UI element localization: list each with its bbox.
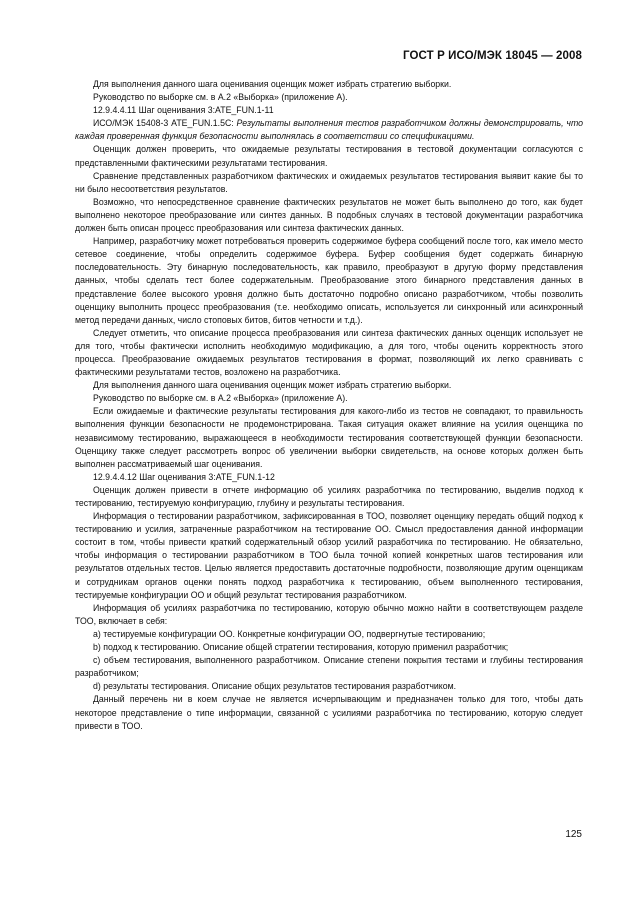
step-heading: 12.9.4.4.12 Шаг оценивания 3:ATE_FUN.1-12 [93, 471, 275, 482]
paragraph: Оценщик должен привести в отчете информацию об усилиях разработчика по тестированию, выделив подход к тестированию, тестируемую конфигурацию, глубину и результаты тестирования. [75, 484, 583, 508]
body-text [75, 78, 583, 733]
page-number: 125 [565, 829, 582, 840]
list-item: b) подход к тестированию. Описание общей стратегии тестирования, которую применил разработчик; [93, 642, 509, 653]
step-heading: 12.9.4.4.11 Шаг оценивания 3:ATE_FUN.1-11 [93, 105, 274, 116]
quote-prefix: ИСО/МЭК 15408-3 ATE_FUN.1.5C: [93, 118, 237, 129]
standard-quote [75, 117, 583, 143]
paragraph: Для выполнения данного шага оценивания оценщик может избрать стратегию выборки. [93, 79, 452, 89]
paragraph: Руководство по выборке см. в А.2 «Выборка» (приложение А). [93, 393, 348, 404]
paragraph: Возможно, что непосредственное сравнение фактических результатов не может быть выполнено до того, как будет выполнено некоторое преобразование или синтез данных. В подобных случаях в тестовой документации разработчика должен быть описан процесс преобразования или синтеза фактических данных. [75, 196, 583, 234]
paragraph: Следует отметить, что описание процесса преобразования или синтеза фактических данных оценщик использует не для того, чтобы фактически исполнить необходимую модификацию, а для того, чтобы оценить корректность этого процесса. Преобразование ожидаемых результатов тестирования в формат, позволяющий их легко сравнивать с фактическими результатами тестов, возложено на разработчика. [75, 327, 583, 378]
paragraph: Информация о тестировании разработчиком, зафиксированная в ТОО, позволяет оценщику передать общий подход к тестированию и усилия, затраченные разработчиком на тестирование ОО. Смысл предоставления данной информации состоит в том, чтобы привести краткий содержательный обзор усилий разработчика по тестированию. Не обязательно, чтобы информация о тестировании разработчиком в ТОО была точной копией конкретных шагов тестирования или результатов отдельных тестов. Целью является предоставить достаточные подробности, позволяющие другим оценщикам и сотрудникам органов оценки понять подход разработчика к тестированию, объем выполненного тестирования, тестируемые конфигурации ОО и общий результат тестирования разработчиком. [75, 511, 583, 600]
paragraph: Для выполнения данного шага оценивания оценщик может избрать стратегию выборки. [93, 380, 452, 391]
closing-paragraph: Данный перечень ни в коем случае не является исчерпывающим и предназначен только для того, чтобы дать некоторое представление о типе информации, связанной с усилиями разработчика по тестированию, которую следует привести в ТОО. [75, 694, 583, 731]
list-item: d) результаты тестирования. Описание общих результатов тестирования разработчиком. [93, 681, 457, 692]
paragraph: Если ожидаемые и фактические результаты тестирования для какого-либо из тестов не совпадают, то правильность выполнения функции безопасности не продемонстрирована. Такая ситуация окажет влияние на усилия оценщика по независимому тестированию, выражающееся в необходимости тестирования соответствующей функции безопасности. Оценщику также следует рассмотреть вопрос об увеличении выборки свидетельств, на основе которых должен быть выполнен рассматриваемый шаг оценивания. [75, 406, 583, 469]
standard-header: ГОСТ Р ИСО/МЭК 18045 — 2008 [403, 50, 582, 62]
paragraph: Оценщик должен проверить, что ожидаемые результаты тестирования в тестовой документации согласуются с представленными фактическими результатами тестирования. [75, 144, 583, 168]
list-item: c) объем тестирования, выполненного разработчиком. Описание степени покрытия тестами и глубины тестирования разработчиком; [75, 655, 583, 679]
list-item: a) тестируемые конфигурации ОО. Конкретные конфигурации ОО, подвергнутые тестированию; [93, 628, 486, 639]
paragraph: Сравнение представленных разработчиком фактических и ожидаемых результатов тестирования выявит какие бы то ни было несоответствия результатов. [75, 170, 583, 194]
paragraph: Например, разработчику может потребоваться проверить содержимое буфера сообщений после того, как имело место сетевое соединение, чтобы определить содержимое буфера. Буфер сообщения будет содержать бинарную последовательность. Эту бинарную последовательность, как правило, преобразуют в другую форму представления данных, чтобы сделать тест более содержательным. Преобразование этого бинарного представления данных в представление более высокого уровня должно быть достаточно подробно описано разработчиком, чтобы позволить оценщику выполнить процесс преобразования (т.е. необходимо описать, используется ли синхронный или асинхронный метод передачи данных, число стоповых битов, битов четности и т.д.). [75, 236, 583, 325]
quote-text: Результаты выполнения тестов разработчиком должны демонстрировать, что каждая проверенная функция безопасности выполнялась в соответствии со спецификациями. [75, 118, 584, 142]
paragraph: Информация об усилиях разработчика по тестированию, которую обычно можно найти в соответствующем разделе ТОО, включает в себя: [75, 602, 583, 626]
paragraph: Руководство по выборке см. в А.2 «Выборка» (приложение А). [93, 92, 348, 103]
